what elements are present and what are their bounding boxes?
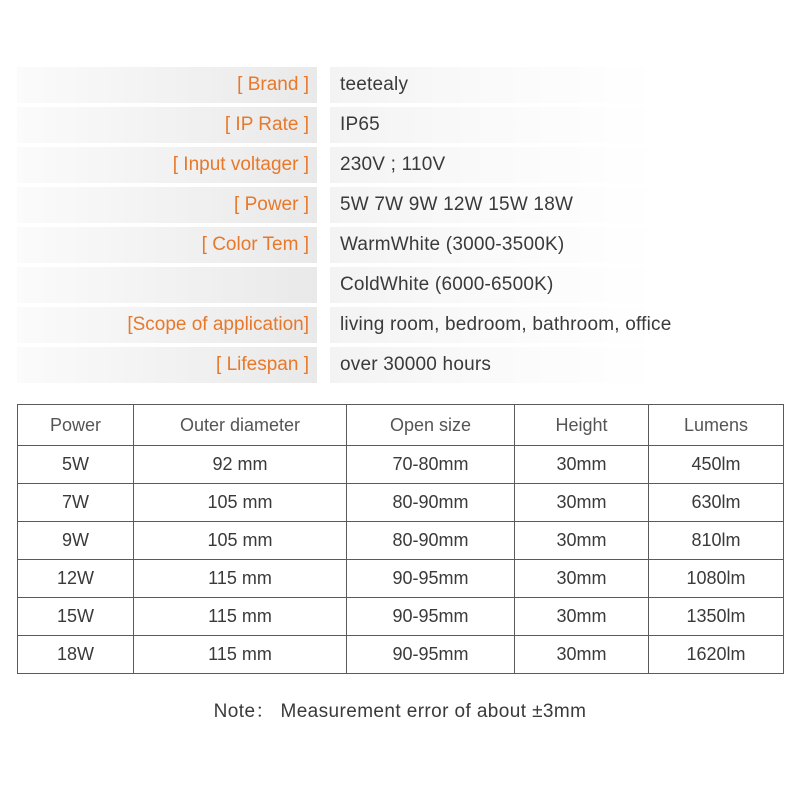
- table-cell: 30mm: [515, 446, 649, 484]
- table-cell: 80-90mm: [347, 522, 515, 560]
- table-cell: 115 mm: [134, 598, 347, 636]
- table-cell: 630lm: [649, 484, 784, 522]
- spec-row-color-temp-cold: [17, 267, 797, 303]
- table-cell: 18W: [18, 636, 134, 674]
- spec-label: [ Brand ]: [17, 67, 317, 103]
- table-cell: 115 mm: [134, 636, 347, 674]
- spec-label: [ Input voltager ]: [17, 147, 317, 183]
- table-cell: 12W: [18, 560, 134, 598]
- spec-label: [17, 267, 317, 303]
- table-cell: 115 mm: [134, 560, 347, 598]
- table-cell: 7W: [18, 484, 134, 522]
- spec-label: [ Power ]: [17, 187, 317, 223]
- table-row: [18, 484, 784, 522]
- table-cell: 70-80mm: [347, 446, 515, 484]
- spec-value: teetealy: [330, 67, 797, 103]
- size-table: [17, 404, 784, 674]
- spec-label: [ Color Tem ]: [17, 227, 317, 263]
- table-row: [18, 560, 784, 598]
- table-cell: 80-90mm: [347, 484, 515, 522]
- table-row: [18, 636, 784, 674]
- table-row: [18, 446, 784, 484]
- table-cell: 90-95mm: [347, 636, 515, 674]
- spec-label: [ Lifespan ]: [17, 347, 317, 383]
- spec-value: 5W 7W 9W 12W 15W 18W: [330, 187, 797, 223]
- spec-value: living room, bedroom, bathroom, office: [330, 307, 797, 343]
- table-cell: 1350lm: [649, 598, 784, 636]
- table-row: [18, 598, 784, 636]
- spec-value: IP65: [330, 107, 797, 143]
- table-cell: 1620lm: [649, 636, 784, 674]
- table-cell: 30mm: [515, 484, 649, 522]
- table-cell: 30mm: [515, 636, 649, 674]
- table-cell: 30mm: [515, 522, 649, 560]
- spec-row-lifespan: [17, 347, 797, 383]
- table-cell: 105 mm: [134, 522, 347, 560]
- table-cell: 450lm: [649, 446, 784, 484]
- column-header-lumens: Lumens: [649, 405, 784, 446]
- table-cell: 30mm: [515, 560, 649, 598]
- table-cell: 90-95mm: [347, 560, 515, 598]
- table-cell: 92 mm: [134, 446, 347, 484]
- table-cell: 15W: [18, 598, 134, 636]
- table-cell: 5W: [18, 446, 134, 484]
- table-header-row: [18, 405, 784, 446]
- spec-row-power: [17, 187, 797, 223]
- column-header-power: Power: [18, 405, 134, 446]
- spec-row-color-temp: [17, 227, 797, 263]
- spec-label: [ IP Rate ]: [17, 107, 317, 143]
- table-cell: 90-95mm: [347, 598, 515, 636]
- table-cell: 30mm: [515, 598, 649, 636]
- spec-value: over 30000 hours: [330, 347, 797, 383]
- spec-value: ColdWhite (6000-6500K): [330, 267, 797, 303]
- spec-row-input-voltage: [17, 147, 797, 183]
- column-header-outer-diameter: Outer diameter: [134, 405, 347, 446]
- column-header-open-size: Open size: [347, 405, 515, 446]
- spec-row-brand: [17, 67, 797, 103]
- table-cell: 105 mm: [134, 484, 347, 522]
- table-cell: 810lm: [649, 522, 784, 560]
- spec-row-ip-rate: [17, 107, 797, 143]
- spec-value: 230V ; 110V: [330, 147, 797, 183]
- spec-value: WarmWhite (3000-3500K): [330, 227, 797, 263]
- table-row: [18, 522, 784, 560]
- spec-label: [Scope of application]: [17, 307, 317, 343]
- spec-list: [17, 67, 797, 387]
- spec-row-scope: [17, 307, 797, 343]
- table-cell: 9W: [18, 522, 134, 560]
- table-cell: 1080lm: [649, 560, 784, 598]
- column-header-height: Height: [515, 405, 649, 446]
- measurement-note: Note： Measurement error of about ±3mm: [213, 701, 587, 722]
